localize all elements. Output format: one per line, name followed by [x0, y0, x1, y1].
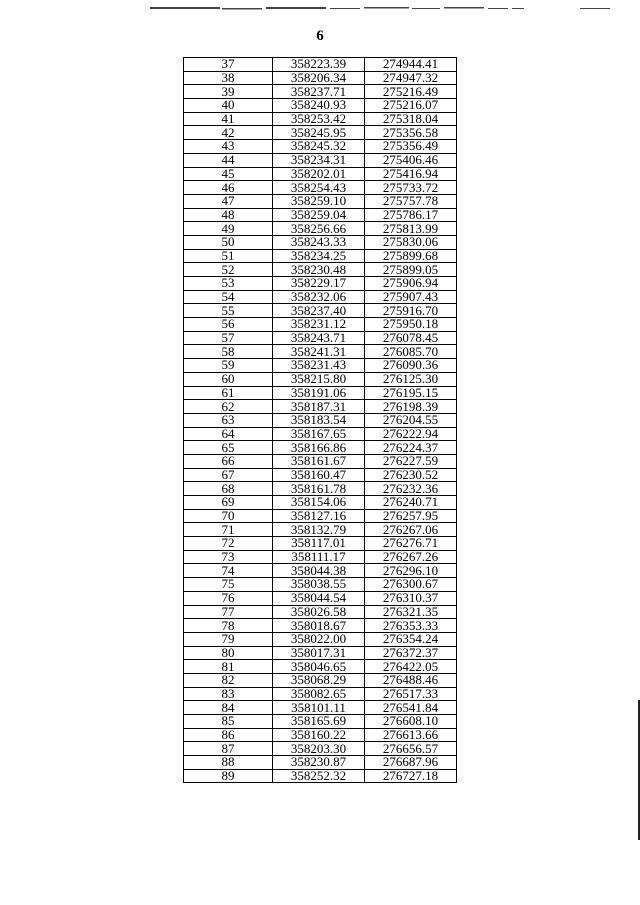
x-coordinate-cell: 358166.86	[273, 441, 365, 455]
x-coordinate-cell: 358245.32	[273, 140, 365, 154]
table-row	[184, 194, 457, 208]
point-number-cell: 88	[184, 756, 273, 770]
y-coordinate-cell: 276727.18	[365, 769, 457, 783]
x-coordinate-cell: 358259.10	[273, 194, 365, 208]
y-coordinate-cell: 274947.32	[365, 71, 457, 85]
x-coordinate-cell: 358046.65	[273, 660, 365, 674]
x-coordinate-cell: 358044.54	[273, 591, 365, 605]
point-number-cell: 42	[184, 126, 273, 140]
x-coordinate-cell: 358202.01	[273, 167, 365, 181]
x-coordinate-cell: 358068.29	[273, 673, 365, 687]
y-coordinate-cell: 275733.72	[365, 181, 457, 195]
x-coordinate-cell: 358132.79	[273, 523, 365, 537]
x-coordinate-cell: 358191.06	[273, 386, 365, 400]
point-number-cell: 56	[184, 318, 273, 332]
x-coordinate-cell: 358215.80	[273, 372, 365, 386]
y-coordinate-cell: 276257.95	[365, 509, 457, 523]
table-row	[184, 550, 457, 564]
point-number-cell: 65	[184, 441, 273, 455]
point-number-cell: 45	[184, 167, 273, 181]
x-coordinate-cell: 358187.31	[273, 400, 365, 414]
point-number-cell: 51	[184, 249, 273, 263]
x-coordinate-cell: 358167.65	[273, 427, 365, 441]
table-row	[184, 112, 457, 126]
y-coordinate-cell: 276195.15	[365, 386, 457, 400]
y-coordinate-cell: 276354.24	[365, 632, 457, 646]
point-number-cell: 75	[184, 578, 273, 592]
coordinate-table-body	[184, 58, 457, 783]
table-row	[184, 728, 457, 742]
x-coordinate-cell: 358026.58	[273, 605, 365, 619]
point-number-cell: 85	[184, 715, 273, 729]
x-coordinate-cell: 358241.31	[273, 345, 365, 359]
table-row	[184, 605, 457, 619]
point-number-cell: 55	[184, 304, 273, 318]
point-number-cell: 83	[184, 687, 273, 701]
y-coordinate-cell: 275813.99	[365, 222, 457, 236]
y-coordinate-cell: 276090.36	[365, 359, 457, 373]
point-number-cell: 48	[184, 208, 273, 222]
y-coordinate-cell: 276321.35	[365, 605, 457, 619]
table-row	[184, 591, 457, 605]
x-coordinate-cell: 358127.16	[273, 509, 365, 523]
point-number-cell: 53	[184, 277, 273, 291]
table-row	[184, 646, 457, 660]
point-number-cell: 39	[184, 85, 273, 99]
point-number-cell: 54	[184, 290, 273, 304]
x-coordinate-cell: 358082.65	[273, 687, 365, 701]
point-number-cell: 68	[184, 482, 273, 496]
point-number-cell: 79	[184, 632, 273, 646]
y-coordinate-cell: 276517.33	[365, 687, 457, 701]
y-coordinate-cell: 276230.52	[365, 468, 457, 482]
x-coordinate-cell: 358038.55	[273, 578, 365, 592]
table-row	[184, 167, 457, 181]
x-coordinate-cell: 358243.71	[273, 331, 365, 345]
y-coordinate-cell: 275906.94	[365, 277, 457, 291]
x-coordinate-cell: 358160.47	[273, 468, 365, 482]
table-row	[184, 468, 457, 482]
y-coordinate-cell: 276276.71	[365, 537, 457, 551]
point-number-cell: 61	[184, 386, 273, 400]
x-coordinate-cell: 358183.54	[273, 413, 365, 427]
y-coordinate-cell: 275216.07	[365, 99, 457, 113]
table-row	[184, 386, 457, 400]
point-number-cell: 59	[184, 359, 273, 373]
table-row	[184, 509, 457, 523]
y-coordinate-cell: 276687.96	[365, 756, 457, 770]
y-coordinate-cell: 276204.55	[365, 413, 457, 427]
table-row	[184, 687, 457, 701]
y-coordinate-cell: 276488.46	[365, 673, 457, 687]
y-coordinate-cell: 276198.39	[365, 400, 457, 414]
table-row	[184, 290, 457, 304]
point-number-cell: 52	[184, 263, 273, 277]
x-coordinate-cell: 358230.48	[273, 263, 365, 277]
x-coordinate-cell: 358206.34	[273, 71, 365, 85]
y-coordinate-cell: 276541.84	[365, 701, 457, 715]
y-coordinate-cell: 275416.94	[365, 167, 457, 181]
point-number-cell: 81	[184, 660, 273, 674]
x-coordinate-cell: 358117.01	[273, 537, 365, 551]
point-number-cell: 87	[184, 742, 273, 756]
point-number-cell: 46	[184, 181, 273, 195]
x-coordinate-cell: 358234.25	[273, 249, 365, 263]
x-coordinate-cell: 358256.66	[273, 222, 365, 236]
x-coordinate-cell: 358044.38	[273, 564, 365, 578]
point-number-cell: 57	[184, 331, 273, 345]
y-coordinate-cell: 276267.06	[365, 523, 457, 537]
point-number-cell: 49	[184, 222, 273, 236]
x-coordinate-cell: 358111.17	[273, 550, 365, 564]
point-number-cell: 76	[184, 591, 273, 605]
y-coordinate-cell: 276608.10	[365, 715, 457, 729]
table-row	[184, 331, 457, 345]
point-number-cell: 70	[184, 509, 273, 523]
x-coordinate-cell: 358229.17	[273, 277, 365, 291]
x-coordinate-cell: 358022.00	[273, 632, 365, 646]
x-coordinate-cell: 358240.93	[273, 99, 365, 113]
y-coordinate-cell: 276240.71	[365, 496, 457, 510]
table-row	[184, 427, 457, 441]
point-number-cell: 89	[184, 769, 273, 783]
y-coordinate-cell: 276296.10	[365, 564, 457, 578]
point-number-cell: 72	[184, 537, 273, 551]
point-number-cell: 82	[184, 673, 273, 687]
point-number-cell: 43	[184, 140, 273, 154]
coordinate-table	[183, 57, 457, 783]
point-number-cell: 38	[184, 71, 273, 85]
point-number-cell: 58	[184, 345, 273, 359]
scan-artifact-header-noise	[150, 4, 620, 14]
x-coordinate-cell: 358018.67	[273, 619, 365, 633]
point-number-cell: 80	[184, 646, 273, 660]
point-number-cell: 77	[184, 605, 273, 619]
y-coordinate-cell: 276310.37	[365, 591, 457, 605]
y-coordinate-cell: 275899.05	[365, 263, 457, 277]
point-number-cell: 60	[184, 372, 273, 386]
table-row	[184, 632, 457, 646]
point-number-cell: 37	[184, 58, 273, 72]
y-coordinate-cell: 275916.70	[365, 304, 457, 318]
point-number-cell: 71	[184, 523, 273, 537]
x-coordinate-cell: 358252.32	[273, 769, 365, 783]
y-coordinate-cell: 276227.59	[365, 454, 457, 468]
x-coordinate-cell: 358245.95	[273, 126, 365, 140]
table-row	[184, 71, 457, 85]
point-number-cell: 50	[184, 235, 273, 249]
point-number-cell: 40	[184, 99, 273, 113]
point-number-cell: 67	[184, 468, 273, 482]
point-number-cell: 84	[184, 701, 273, 715]
point-number-cell: 41	[184, 112, 273, 126]
x-coordinate-cell: 358237.40	[273, 304, 365, 318]
y-coordinate-cell: 275786.17	[365, 208, 457, 222]
x-coordinate-cell: 358160.22	[273, 728, 365, 742]
point-number-cell: 44	[184, 153, 273, 167]
point-number-cell: 64	[184, 427, 273, 441]
y-coordinate-cell: 276267.26	[365, 550, 457, 564]
point-number-cell: 73	[184, 550, 273, 564]
x-coordinate-cell: 358223.39	[273, 58, 365, 72]
y-coordinate-cell: 276372.37	[365, 646, 457, 660]
y-coordinate-cell: 276224.37	[365, 441, 457, 455]
x-coordinate-cell: 358234.31	[273, 153, 365, 167]
y-coordinate-cell: 275907.43	[365, 290, 457, 304]
y-coordinate-cell: 276078.45	[365, 331, 457, 345]
x-coordinate-cell: 358230.87	[273, 756, 365, 770]
y-coordinate-cell: 275216.49	[365, 85, 457, 99]
x-coordinate-cell: 358243.33	[273, 235, 365, 249]
point-number-cell: 69	[184, 496, 273, 510]
table-row	[184, 153, 457, 167]
table-row	[184, 208, 457, 222]
table-row	[184, 413, 457, 427]
y-coordinate-cell: 275406.46	[365, 153, 457, 167]
point-number-cell: 66	[184, 454, 273, 468]
y-coordinate-cell: 276656.57	[365, 742, 457, 756]
y-coordinate-cell: 275757.78	[365, 194, 457, 208]
x-coordinate-cell: 358254.43	[273, 181, 365, 195]
y-coordinate-cell: 276125.30	[365, 372, 457, 386]
y-coordinate-cell: 275356.49	[365, 140, 457, 154]
y-coordinate-cell: 276353.33	[365, 619, 457, 633]
table-row	[184, 372, 457, 386]
table-row	[184, 769, 457, 783]
y-coordinate-cell: 275950.18	[365, 318, 457, 332]
point-number-cell: 78	[184, 619, 273, 633]
point-number-cell: 86	[184, 728, 273, 742]
point-number-cell: 47	[184, 194, 273, 208]
x-coordinate-cell: 358253.42	[273, 112, 365, 126]
point-number-cell: 63	[184, 413, 273, 427]
x-coordinate-cell: 358101.11	[273, 701, 365, 715]
y-coordinate-cell: 276232.36	[365, 482, 457, 496]
x-coordinate-cell: 358231.43	[273, 359, 365, 373]
y-coordinate-cell: 276422.05	[365, 660, 457, 674]
x-coordinate-cell: 358154.06	[273, 496, 365, 510]
point-number-cell: 62	[184, 400, 273, 414]
y-coordinate-cell: 274944.41	[365, 58, 457, 72]
x-coordinate-cell: 358161.78	[273, 482, 365, 496]
x-coordinate-cell: 358017.31	[273, 646, 365, 660]
x-coordinate-cell: 358231.12	[273, 318, 365, 332]
x-coordinate-cell: 358203.30	[273, 742, 365, 756]
x-coordinate-cell: 358165.69	[273, 715, 365, 729]
y-coordinate-cell: 276300.67	[365, 578, 457, 592]
x-coordinate-cell: 358237.71	[273, 85, 365, 99]
x-coordinate-cell: 358259.04	[273, 208, 365, 222]
point-number-cell: 74	[184, 564, 273, 578]
x-coordinate-cell: 358161.67	[273, 454, 365, 468]
y-coordinate-cell: 275830.06	[365, 235, 457, 249]
x-coordinate-cell: 358232.06	[273, 290, 365, 304]
y-coordinate-cell: 276613.66	[365, 728, 457, 742]
table-row	[184, 249, 457, 263]
page-number: 6	[316, 28, 324, 44]
y-coordinate-cell: 275356.58	[365, 126, 457, 140]
y-coordinate-cell: 275899.68	[365, 249, 457, 263]
y-coordinate-cell: 276222.94	[365, 427, 457, 441]
y-coordinate-cell: 275318.04	[365, 112, 457, 126]
y-coordinate-cell: 276085.70	[365, 345, 457, 359]
